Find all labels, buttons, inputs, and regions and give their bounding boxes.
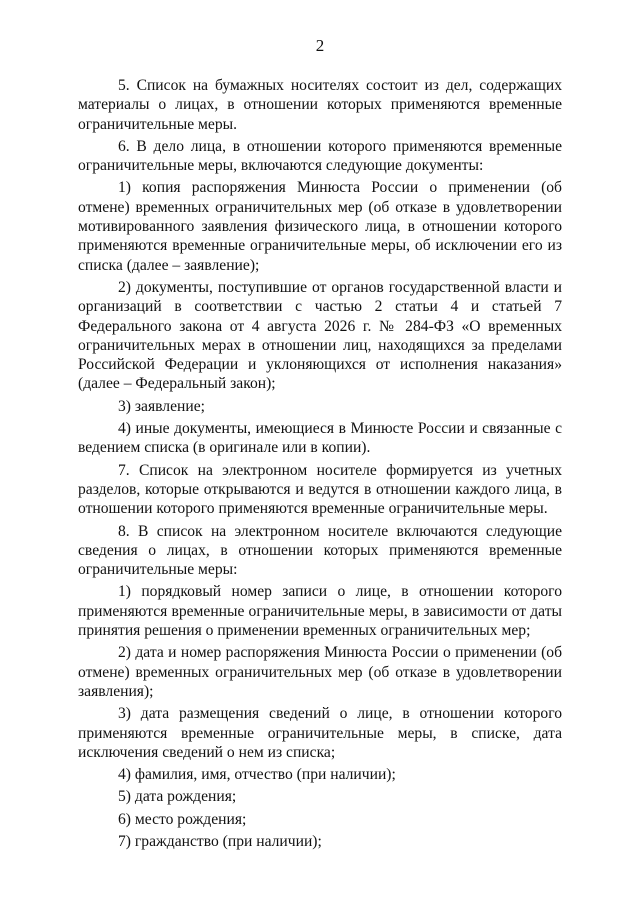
page-number: 2 — [315, 36, 325, 55]
subitem-8-2: 2) дата и номер распоряжения Минюста России о применении (об отмене) временных ограничительных мер (об отказе в удовлетворении заявления); — [78, 644, 562, 700]
paragraph-item-5: 5. Список на бумажных носителях состоит из дел, содержащих материалы о лицах, в отношении которых применяются временные ограничительные меры. — [78, 77, 562, 133]
subitem-8-1: 1) порядковый номер записи о лице, в отношении которого применяются временные ограничительные меры, в зависимости от даты принятия решения о применении временных ограничительных мер; — [78, 583, 562, 640]
subitem-6-1: 1) копия распоряжения Минюста России о применении (об отмене) временных ограничительных мер (об отказе в удовлетворении мотивированного заявления физического лица, в отношении которого применяются временные ограничительные меры, об исключении его из списка (далее – заявление); — [78, 179, 562, 274]
subitem-8-6: 6) место рождения; — [118, 810, 247, 828]
subitem-8-7: 7) гражданство (при наличии); — [118, 832, 322, 850]
paragraph-item-6: 6. В дело лица, в отношении которого применяются временные ограничительные меры, включаются следующие документы: — [78, 137, 562, 175]
subitem-6-3: 3) заявление; — [118, 397, 205, 415]
subitem-8-3: 3) дата размещения сведений о лице, в отношении которого применяются временные ограничительные меры, в списке, дата исключения сведений о нем из списка; — [78, 705, 562, 761]
subitem-8-5: 5) дата рождения; — [118, 788, 237, 806]
paragraph-item-8: 8. В список на электронном носителе включаются следующие сведения о лицах, в отношении которых применяются временные ограничительные меры: — [78, 522, 562, 579]
subitem-6-2: 2) документы, поступившие от органов государственной власти и организаций в соответствии с частью 2 статьи 4 и статьей 7 Федерального закона от 4 августа 2026 г. № 284-ФЗ «О временных ограничительных мерах в отношении лиц, находящихся за пределами Российской Федерации и уклоняющихся от исполнения наказания» (далее – Федеральный закон); — [78, 278, 562, 393]
document-body — [78, 76, 562, 854]
subitem-8-4: 4) фамилия, имя, отчество (при наличии); — [118, 766, 396, 784]
subitem-6-4: 4) иные документы, имеющиеся в Минюсте России и связанные с ведением списка (в оригинале или в копии). — [78, 420, 562, 457]
paragraph-item-7: 7. Список на электронном носителе формируется из учетных разделов, которые открываются и ведутся в отношении каждого лица, в отношении которого применяются временные ограничительные меры. — [78, 461, 562, 518]
